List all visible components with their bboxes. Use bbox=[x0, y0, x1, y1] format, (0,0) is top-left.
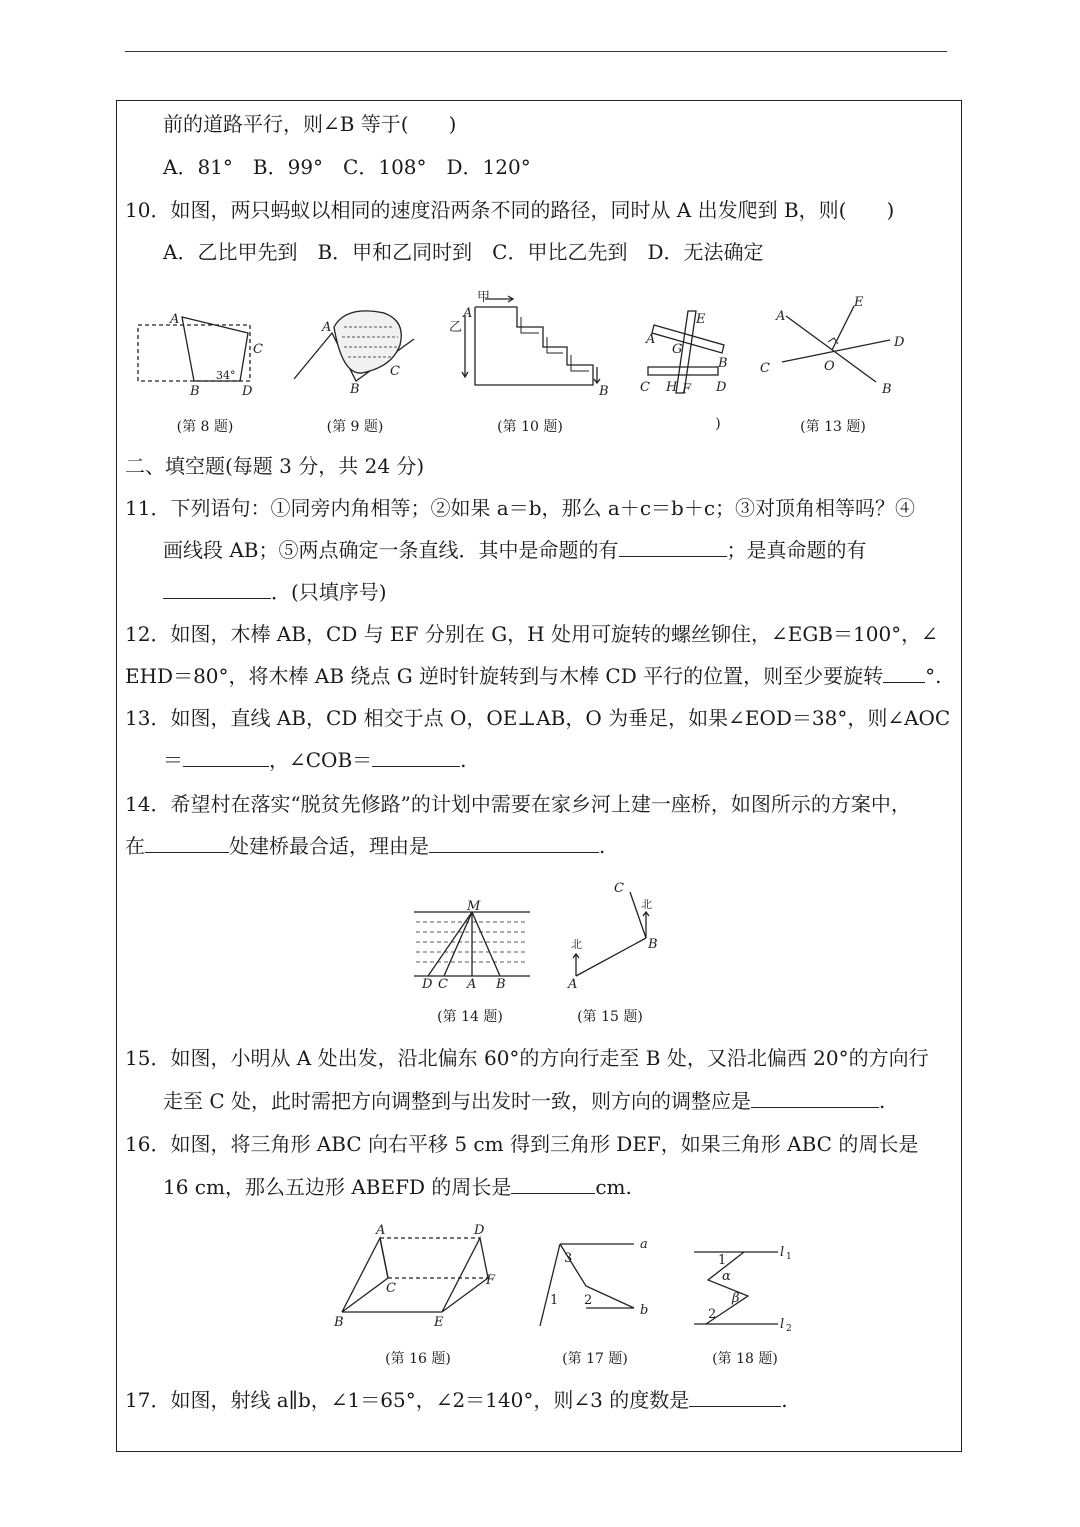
f9-label-a: A bbox=[322, 320, 332, 335]
q11-line1: 11．下列语句：①同旁内角相等；②如果 a＝b，那么 a＋c＝b＋c；③对顶角相等吗？④ bbox=[125, 496, 916, 520]
q11-text-b: ；是真命题的有 bbox=[726, 538, 867, 562]
q11-blank-2[interactable] bbox=[163, 578, 271, 599]
q14-blank-2[interactable] bbox=[429, 832, 599, 853]
q15-line2 bbox=[163, 1087, 885, 1115]
section-2-title: 二、填空题(每题 3 分，共 24 分) bbox=[125, 454, 425, 478]
f9-label-c: C bbox=[390, 364, 400, 379]
q13-blank-2[interactable] bbox=[372, 746, 460, 767]
q14-text-b: 处建桥最合适，理由是 bbox=[229, 834, 429, 858]
q12-text-a: EHD＝80°，将木棒 AB 绕点 G 逆时针旋转到与木棒 CD 平行的位置，则至少要旋转 bbox=[125, 664, 884, 688]
q13-line2 bbox=[163, 746, 467, 774]
f12-label-g: G bbox=[672, 342, 683, 357]
f17-label-a: a bbox=[640, 1237, 648, 1252]
f15-label-a: A bbox=[568, 977, 578, 992]
f16-label-d: D bbox=[474, 1223, 485, 1238]
q15-text-a: 走至 C 处，此时需把方向调整到与出发时一致，则方向的调整应是 bbox=[163, 1089, 752, 1113]
q12-line1: 12．如图，木棒 AB，CD 与 EF 分别在 G，H 处用可旋转的螺丝铆住，∠EGB＝100°，∠ bbox=[125, 622, 938, 646]
f16-label-c: C bbox=[386, 1281, 396, 1296]
q13-line1: 13．如图，直线 AB，CD 相交于点 O，OE⊥AB，O 为垂足，如果∠EOD＝38°，则∠AOC bbox=[125, 706, 951, 730]
figure-18 bbox=[688, 1240, 798, 1335]
caption-12: ) bbox=[715, 416, 721, 432]
f8-label-d: D bbox=[242, 384, 253, 399]
q11-text-a: 画线段 AB；⑤两点确定一条直线．其中是命题的有 bbox=[163, 538, 619, 562]
f18-label-1: 1 bbox=[718, 1253, 727, 1268]
f12-label-h: H bbox=[666, 380, 678, 395]
f14-label-b: B bbox=[496, 977, 506, 992]
f10-label-a: A bbox=[463, 306, 473, 321]
figure-12 bbox=[632, 305, 732, 400]
figure-15 bbox=[560, 878, 670, 993]
f12-label-a: A bbox=[646, 332, 656, 347]
caption-8: (第 8 题) bbox=[176, 419, 234, 435]
q12-line2 bbox=[125, 662, 941, 690]
f13-label-e: E bbox=[854, 295, 864, 310]
q17-text-a: 17．如图，射线 a∥b，∠1＝65°，∠2＝140°，则∠3 的度数是 bbox=[125, 1388, 690, 1412]
caption-10: (第 10 题) bbox=[497, 419, 563, 435]
f14-label-m: M bbox=[467, 899, 481, 914]
f8-angle: 34° bbox=[216, 369, 236, 382]
figure-16 bbox=[330, 1220, 505, 1330]
caption-18: (第 18 题) bbox=[712, 1351, 778, 1367]
f17-label-3: 3 bbox=[564, 1251, 573, 1266]
f12-label-f: F bbox=[682, 382, 692, 397]
q10-line: 10．如图，两只蚂蚁以相同的速度沿两条不同的路径，同时从 A 出发爬到 B，则( ) bbox=[125, 198, 895, 222]
f15-label-b: B bbox=[648, 937, 658, 952]
f16-label-f: F bbox=[486, 1273, 496, 1288]
f14-label-a: A bbox=[467, 977, 477, 992]
q12-text-b: °. bbox=[925, 664, 942, 688]
q14-text-c: . bbox=[599, 834, 606, 858]
f17-label-b: b bbox=[640, 1303, 649, 1318]
q14-line2 bbox=[125, 832, 605, 860]
q13-text-a: ＝ bbox=[163, 748, 183, 772]
q11-line3 bbox=[163, 578, 387, 606]
figure-14 bbox=[410, 898, 535, 993]
f15-north-b: 北 bbox=[641, 898, 652, 911]
q16-text-a: 16 cm，那么五边形 ABEFD 的周长是 bbox=[163, 1175, 512, 1199]
q13-text-b: ，∠COB＝ bbox=[269, 748, 373, 772]
f8-label-c: C bbox=[253, 342, 263, 357]
q16-line2 bbox=[163, 1173, 632, 1201]
figure-13 bbox=[752, 290, 912, 400]
q9-line: 前的道路平行，则∠B 等于( ) bbox=[163, 112, 457, 136]
header-rule bbox=[125, 51, 947, 52]
caption-9: (第 9 题) bbox=[326, 419, 384, 435]
f15-label-c: C bbox=[614, 881, 624, 896]
f18-label-l1: l bbox=[780, 1245, 785, 1260]
f8-label-a: A bbox=[170, 312, 180, 327]
q13-text-c: . bbox=[460, 748, 467, 772]
f15-north-a: 北 bbox=[571, 938, 582, 951]
q16-line1: 16．如图，将三角形 ABC 向右平移 5 cm 得到三角形 DEF，如果三角形 ABC 的周长是 bbox=[125, 1132, 919, 1156]
caption-14: (第 14 题) bbox=[437, 1009, 503, 1025]
f8-label-b: B bbox=[190, 384, 200, 399]
q16-text-b: cm. bbox=[595, 1175, 632, 1199]
q11-line2 bbox=[163, 536, 867, 564]
f10-label-yi: 乙 bbox=[449, 320, 463, 335]
q10-options: A．乙比甲先到 B．甲和乙同时到 C．甲比乙先到 D．无法确定 bbox=[163, 240, 764, 264]
caption-13: (第 13 题) bbox=[800, 419, 866, 435]
q17-text-b: . bbox=[781, 1388, 788, 1412]
q14-blank-1[interactable] bbox=[145, 832, 229, 853]
f13-label-c: C bbox=[760, 361, 770, 376]
f12-label-c: C bbox=[640, 380, 650, 395]
q15-text-b: . bbox=[879, 1089, 886, 1113]
f13-label-d: D bbox=[894, 335, 905, 350]
q16-blank[interactable] bbox=[511, 1173, 595, 1194]
caption-16: (第 16 题) bbox=[385, 1351, 451, 1367]
f14-label-d: D bbox=[422, 977, 433, 992]
q17-blank[interactable] bbox=[689, 1386, 781, 1407]
f17-label-1: 1 bbox=[550, 1293, 559, 1308]
f18-label-beta: β bbox=[732, 1291, 740, 1306]
f12-label-d: D bbox=[716, 380, 727, 395]
figure-10 bbox=[445, 287, 615, 400]
q15-line1: 15．如图，小明从 A 处出发，沿北偏东 60°的方向行走至 B 处，又沿北偏西 20°的方向行 bbox=[125, 1046, 929, 1070]
f14-label-c: C bbox=[438, 977, 448, 992]
f13-label-o: O bbox=[824, 359, 835, 374]
q12-blank[interactable] bbox=[883, 662, 925, 683]
q14-text-a: 在 bbox=[125, 834, 145, 858]
f12-label-b: B bbox=[718, 356, 728, 371]
f13-label-b: B bbox=[882, 382, 892, 397]
f16-label-a: A bbox=[376, 1223, 386, 1238]
q11-text-c: ．(只填序号) bbox=[271, 580, 387, 604]
f18-label-2: 2 bbox=[708, 1307, 717, 1322]
f10-label-b: B bbox=[599, 384, 609, 399]
f12-label-e: E bbox=[696, 312, 706, 327]
q11-blank-1[interactable] bbox=[619, 536, 727, 557]
f16-label-b: B bbox=[334, 1315, 344, 1330]
caption-17: (第 17 题) bbox=[562, 1351, 628, 1367]
f17-label-2: 2 bbox=[584, 1293, 593, 1308]
figure-8 bbox=[130, 305, 280, 400]
q14-line1: 14．希望村在落实“脱贫先修路”的计划中需要在家乡河上建一座桥，如图所示的方案中， bbox=[125, 792, 911, 816]
f13-label-a: A bbox=[776, 309, 786, 324]
q15-blank[interactable] bbox=[751, 1087, 879, 1108]
f16-label-e: E bbox=[434, 1315, 444, 1330]
q9-options: A．81° B．99° C．108° D．120° bbox=[163, 155, 531, 179]
q13-blank-1[interactable] bbox=[183, 746, 269, 767]
f18-label-alpha: α bbox=[722, 1269, 731, 1284]
q17-line1 bbox=[125, 1386, 788, 1414]
caption-15: (第 15 题) bbox=[577, 1009, 643, 1025]
f18-sub-2: 2 bbox=[786, 1324, 792, 1334]
f18-sub-1: 1 bbox=[786, 1252, 792, 1262]
f18-label-l2: l bbox=[780, 1317, 785, 1332]
f9-label-b: B bbox=[350, 382, 360, 397]
f10-label-jia: 甲 bbox=[477, 290, 491, 305]
figure-9 bbox=[288, 305, 428, 400]
figure-17 bbox=[530, 1230, 660, 1330]
